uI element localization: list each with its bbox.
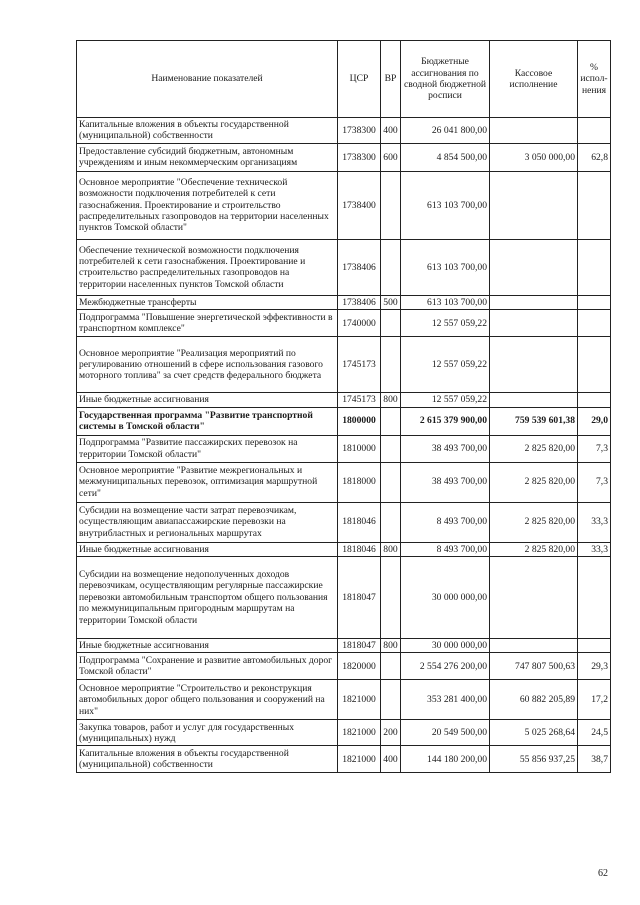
table-row [77,639,611,653]
row-csr: 1818047 [338,557,381,639]
table-row [77,680,611,720]
table-row [77,653,611,680]
page-number: 62 [598,868,608,879]
row-name: Основное мероприятие "Развитие межрегиональных и межмуниципальных перевозок, оптимизация маршрутной сети" [77,462,338,502]
table-row [77,118,611,144]
row-name: Подпрограмма "Развитие пассажирских перевозок на территории Томской области" [77,435,338,462]
row-name: Государственная программа "Развитие транспортной системы в Томской области" [77,407,338,435]
row-execution: 60 882 205,89 [490,680,578,720]
row-vr [381,557,401,639]
row-percent: 33,3 [578,502,611,542]
row-name: Иные бюджетные ассигнования [77,639,338,653]
row-vr: 800 [381,393,401,407]
row-name: Закупка товаров, работ и услуг для государственных (муниципальных) нужд [77,720,338,746]
row-budget: 30 000 000,00 [401,557,490,639]
row-budget: 613 103 700,00 [401,239,490,295]
row-percent: 24,5 [578,720,611,746]
row-vr [381,502,401,542]
row-execution: 5 025 268,64 [490,720,578,746]
row-csr: 1738300 [338,143,381,171]
row-vr: 500 [381,295,401,309]
row-percent: 29,0 [578,407,611,435]
row-budget: 8 493 700,00 [401,542,490,556]
row-csr: 1820000 [338,653,381,680]
row-vr: 800 [381,542,401,556]
row-vr [381,462,401,502]
row-name: Капитальные вложения в объекты государственной (муниципальной) собственности [77,746,338,773]
row-vr: 600 [381,143,401,171]
row-name: Основное мероприятие "Строительство и реконструкция автомобильных дорог общего пользования и сооружений на них" [77,680,338,720]
row-percent [578,557,611,639]
row-execution [490,171,578,239]
row-vr [381,653,401,680]
row-csr: 1745173 [338,393,381,407]
row-budget: 26 041 800,00 [401,118,490,144]
row-budget: 30 000 000,00 [401,639,490,653]
table-row [77,557,611,639]
row-name: Предоставление субсидий бюджетным, автономным учреждениям и иным некоммерческим организациям [77,143,338,171]
row-percent [578,393,611,407]
budget-table [76,40,611,773]
row-percent [578,639,611,653]
row-execution [490,239,578,295]
row-csr: 1818046 [338,502,381,542]
table-row [77,143,611,171]
row-csr: 1738400 [338,171,381,239]
row-name: Основное мероприятие "Обеспечение технической возможности подключения потребителей к сети газоснабжения. Проектирование и строительство распределительных газопроводов на территории населенных пунктов Томской области" [77,171,338,239]
row-percent: 33,3 [578,542,611,556]
row-budget: 12 557 059,22 [401,337,490,393]
row-budget: 12 557 059,22 [401,393,490,407]
row-budget: 144 180 200,00 [401,746,490,773]
row-budget: 38 493 700,00 [401,462,490,502]
row-csr: 1821000 [338,720,381,746]
row-percent [578,239,611,295]
row-execution [490,337,578,393]
row-execution [490,639,578,653]
row-budget: 2 615 379 900,00 [401,407,490,435]
row-vr: 400 [381,118,401,144]
row-budget: 8 493 700,00 [401,502,490,542]
row-vr: 200 [381,720,401,746]
table-row [77,542,611,556]
row-csr: 1738406 [338,295,381,309]
row-percent: 7,3 [578,462,611,502]
row-execution [490,310,578,337]
row-execution: 2 825 820,00 [490,435,578,462]
table-row [77,435,611,462]
row-name: Иные бюджетные ассигнования [77,393,338,407]
row-execution [490,557,578,639]
row-percent [578,310,611,337]
row-percent: 17,2 [578,680,611,720]
row-csr: 1738300 [338,118,381,144]
row-execution [490,118,578,144]
table-row [77,462,611,502]
row-name: Межбюджетные трансферты [77,295,338,309]
table-row [77,502,611,542]
header-csr: ЦСР [338,41,381,118]
row-name: Обеспечение технической возможности подключения потребителей к сети газоснабжения. Проектирование и строительство распределительных газопроводов на территории населенных пунктов Томской области [77,239,338,295]
header-name: Наименование показателей [77,41,338,118]
row-csr: 1821000 [338,746,381,773]
row-csr: 1818046 [338,542,381,556]
table-row [77,393,611,407]
row-csr: 1818047 [338,639,381,653]
row-execution [490,393,578,407]
row-name: Субсидии на возмещение недополученных доходов перевозчикам, осуществляющим регулярные пассажирские перевозки автомобильным транспортом общего пользования по межмуниципальным пригородным маршрутам на территории Томской области [77,557,338,639]
row-budget: 12 557 059,22 [401,310,490,337]
table-row [77,239,611,295]
row-vr [381,680,401,720]
header-percent: % испол-нения [578,41,611,118]
table-row [77,746,611,773]
table-row [77,337,611,393]
row-percent [578,171,611,239]
row-percent: 38,7 [578,746,611,773]
row-vr [381,239,401,295]
row-execution: 759 539 601,38 [490,407,578,435]
table-row [77,171,611,239]
row-execution: 2 825 820,00 [490,502,578,542]
row-percent [578,337,611,393]
row-vr [381,407,401,435]
table-row [77,295,611,309]
row-budget: 4 854 500,00 [401,143,490,171]
row-csr: 1810000 [338,435,381,462]
row-budget: 613 103 700,00 [401,295,490,309]
table-header-row [77,41,611,118]
row-vr [381,435,401,462]
row-budget: 38 493 700,00 [401,435,490,462]
header-budget: Бюджетные ассигнования по сводной бюджетной росписи [401,41,490,118]
row-execution: 55 856 937,25 [490,746,578,773]
row-csr: 1800000 [338,407,381,435]
row-execution: 2 825 820,00 [490,542,578,556]
row-csr: 1818000 [338,462,381,502]
row-execution: 747 807 500,63 [490,653,578,680]
table-row [77,310,611,337]
row-percent [578,295,611,309]
header-execution: Кассовое исполнение [490,41,578,118]
row-budget: 20 549 500,00 [401,720,490,746]
row-name: Капитальные вложения в объекты государственной (муниципальной) собственности [77,118,338,144]
row-csr: 1738406 [338,239,381,295]
row-name: Субсидии на возмещение части затрат перевозчикам, осуществляющим авиапассажирские перевозки на внутрибластных и региональных маршрутах [77,502,338,542]
row-csr: 1821000 [338,680,381,720]
row-percent: 62,8 [578,143,611,171]
row-execution [490,295,578,309]
row-name: Подпрограмма "Сохранение и развитие автомобильных дорог Томской области" [77,653,338,680]
row-percent: 7,3 [578,435,611,462]
row-percent: 29,3 [578,653,611,680]
row-vr [381,310,401,337]
row-execution: 2 825 820,00 [490,462,578,502]
row-vr [381,337,401,393]
table-row [77,407,611,435]
row-csr: 1740000 [338,310,381,337]
row-name: Иные бюджетные ассигнования [77,542,338,556]
header-vr: ВР [381,41,401,118]
table-row [77,720,611,746]
row-vr: 400 [381,746,401,773]
row-name: Основное мероприятие "Реализация мероприятий по регулированию отношений в сфере использования газового моторного топлива" за счет средств федерального бюджета [77,337,338,393]
row-vr [381,171,401,239]
row-vr: 800 [381,639,401,653]
row-budget: 613 103 700,00 [401,171,490,239]
row-percent [578,118,611,144]
row-budget: 353 281 400,00 [401,680,490,720]
row-execution: 3 050 000,00 [490,143,578,171]
row-csr: 1745173 [338,337,381,393]
row-budget: 2 554 276 200,00 [401,653,490,680]
row-name: Подпрограмма "Повышение энергетической эффективности в транспортном комплексе" [77,310,338,337]
